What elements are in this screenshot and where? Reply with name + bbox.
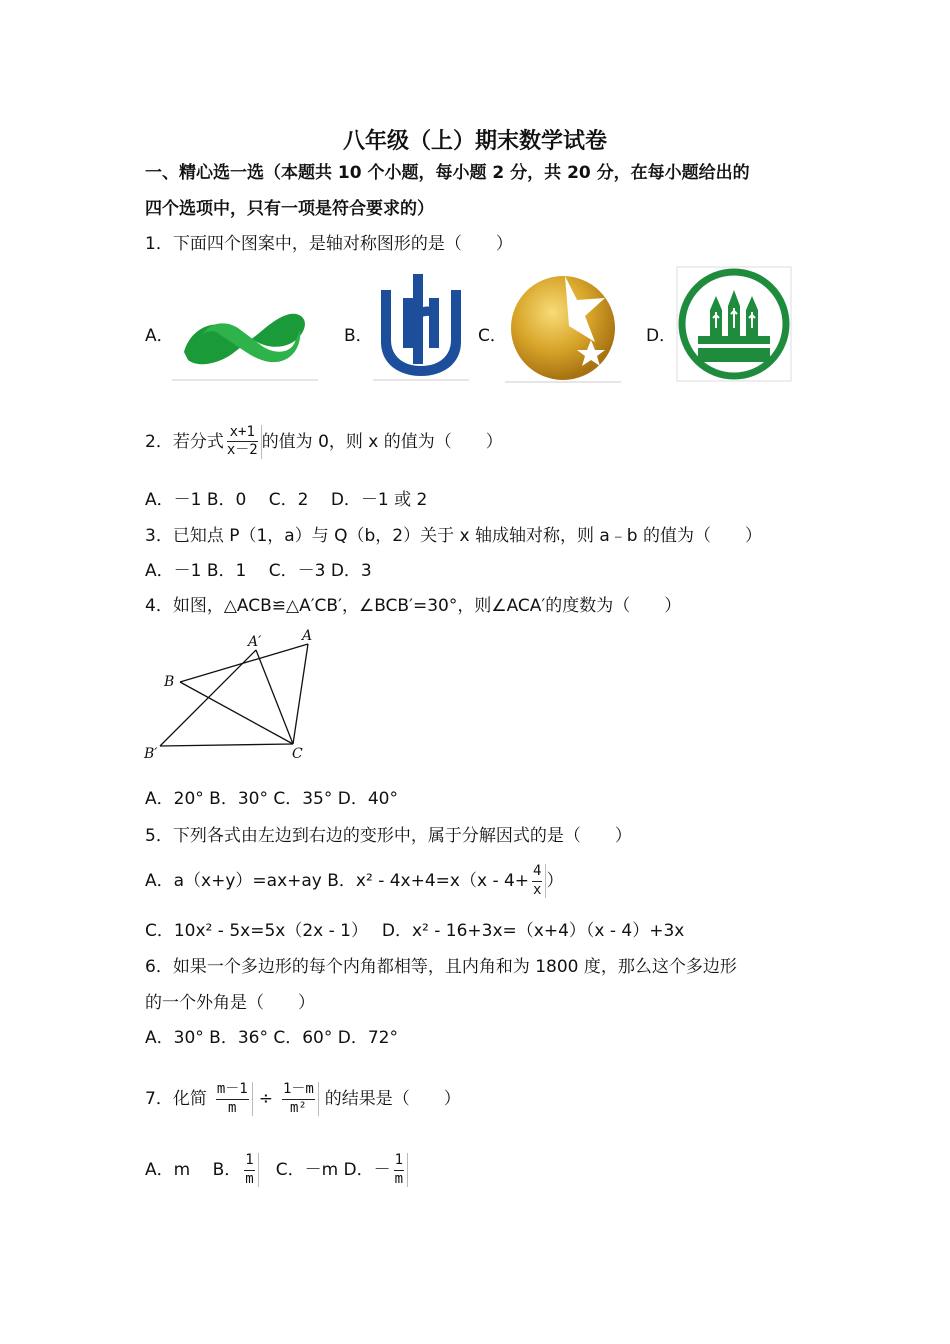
q7-fraction-2 bbox=[279, 1082, 319, 1116]
page-title: 八年级（上）期末数学试卷 bbox=[342, 128, 607, 154]
q1-option-c-label: C． bbox=[478, 326, 507, 346]
q7-suffix: 的结果是（ ） bbox=[324, 1089, 461, 1109]
green-infinity-logo-icon bbox=[172, 290, 318, 382]
question-3-options: A．－1 B．1 C．－3 D．3 bbox=[145, 561, 372, 581]
q7-fraction-1-numerator: m－1 bbox=[216, 1082, 249, 1099]
q7-option-c-text: C．－m D．－ bbox=[258, 1160, 391, 1180]
blue-university-logo-icon bbox=[373, 268, 469, 382]
q5-option-ab-prefix: A．a（x+y）=ax+ay B．x² - 4x+4=x（x - 4+ bbox=[145, 871, 530, 891]
segment-b1-c bbox=[160, 744, 293, 746]
q4-triangle-figure bbox=[140, 626, 315, 762]
q1-option-b-label: B． bbox=[344, 326, 373, 346]
q7-fraction-1 bbox=[213, 1082, 253, 1116]
q7-fraction-2-numerator: 1－m bbox=[282, 1082, 315, 1099]
q2-fraction-denominator: x－2 bbox=[226, 442, 258, 459]
label-b: B bbox=[164, 674, 175, 690]
q7-option-b-fraction bbox=[241, 1153, 258, 1187]
question-4-options: A．20° B．30° C．35° D．40° bbox=[145, 789, 398, 809]
question-5-stem: 5．下列各式由左边到右边的变形中，属于分解因式的是（ ） bbox=[145, 826, 632, 846]
label-c: C bbox=[292, 746, 303, 762]
q7-fraction-1-denominator: m bbox=[228, 1099, 237, 1116]
q5-fraction-denominator: x bbox=[533, 881, 542, 898]
q7-option-d-denominator: m bbox=[394, 1170, 404, 1187]
segment-a-c bbox=[293, 644, 308, 744]
question-3-stem: 3．已知点 P（1，a）与 Q（b，2）关于 x 轴成轴对称，则 a﹣b 的值为（ ） bbox=[145, 526, 762, 546]
segment-b-c bbox=[180, 682, 293, 744]
q7-option-b-numerator: 1 bbox=[244, 1153, 254, 1170]
section-heading-line2: 四个选项中，只有一项是符合要求的） bbox=[145, 199, 434, 219]
q1-option-a-label: A． bbox=[145, 326, 174, 346]
question-6-stem-line2: 的一个外角是（ ） bbox=[145, 993, 315, 1013]
label-a-prime: A′ bbox=[248, 634, 262, 650]
q2-fraction-numerator: x+1 bbox=[227, 425, 258, 442]
question-4-stem: 4．如图，△ACB≌△A′CB′，∠BCB′=30°，则∠ACA′的度数为（ ） bbox=[145, 596, 682, 616]
q7-divide-sign: ÷ bbox=[258, 1089, 273, 1109]
green-trees-circle-logo-icon bbox=[676, 266, 792, 382]
question-7-options bbox=[145, 1148, 408, 1192]
q2-fraction bbox=[224, 425, 262, 459]
q1-option-d-label: D． bbox=[646, 326, 677, 346]
q7-option-d-fraction bbox=[391, 1153, 408, 1187]
q5-option-ab-suffix: ） bbox=[546, 871, 564, 891]
question-2-options: A．－1 B．0 C．2 D．－1 或 2 bbox=[145, 490, 428, 510]
segment-a1-c bbox=[256, 650, 293, 744]
label-a: A bbox=[302, 628, 313, 644]
q7-option-b-denominator: m bbox=[245, 1170, 254, 1187]
q7-option-d-numerator: 1 bbox=[394, 1153, 404, 1170]
label-b-prime: B′ bbox=[144, 746, 158, 762]
q2-suffix: 的值为 0，则 x 的值为（ ） bbox=[261, 431, 503, 452]
question-6-stem-line1: 6．如果一个多边形的每个内角都相等，且内角和为 1800 度，那么这个多边形 bbox=[145, 957, 737, 977]
q7-option-a-text: A．m B． bbox=[145, 1160, 242, 1180]
q5-fraction bbox=[529, 864, 546, 898]
question-5-options-cd: C．10x² - 5x=5x（2x - 1） D．x² - 16+3x=（x+4）（x - 4）+3x bbox=[145, 921, 685, 941]
q7-prefix: 7．化简 bbox=[145, 1089, 207, 1109]
q7-fraction-2-denominator: m² bbox=[289, 1099, 307, 1116]
q2-prefix: 2．若分式 bbox=[145, 431, 224, 452]
gold-sphere-star-logo-icon bbox=[505, 270, 621, 384]
question-5-options-ab bbox=[145, 859, 563, 903]
segment-b-a bbox=[180, 644, 308, 682]
question-6-options: A．30° B．36° C．60° D．72° bbox=[145, 1028, 398, 1048]
question-1-stem: 1．下面四个图案中，是轴对称图形的是（ ） bbox=[145, 234, 513, 254]
section-heading-line1: 一、精心选一选（本题共 10 个小题，每小题 2 分，共 20 分，在每小题给出的 bbox=[145, 163, 750, 183]
question-2-stem bbox=[145, 425, 503, 459]
question-7-stem bbox=[145, 1068, 461, 1130]
q5-fraction-numerator: 4 bbox=[532, 864, 542, 881]
